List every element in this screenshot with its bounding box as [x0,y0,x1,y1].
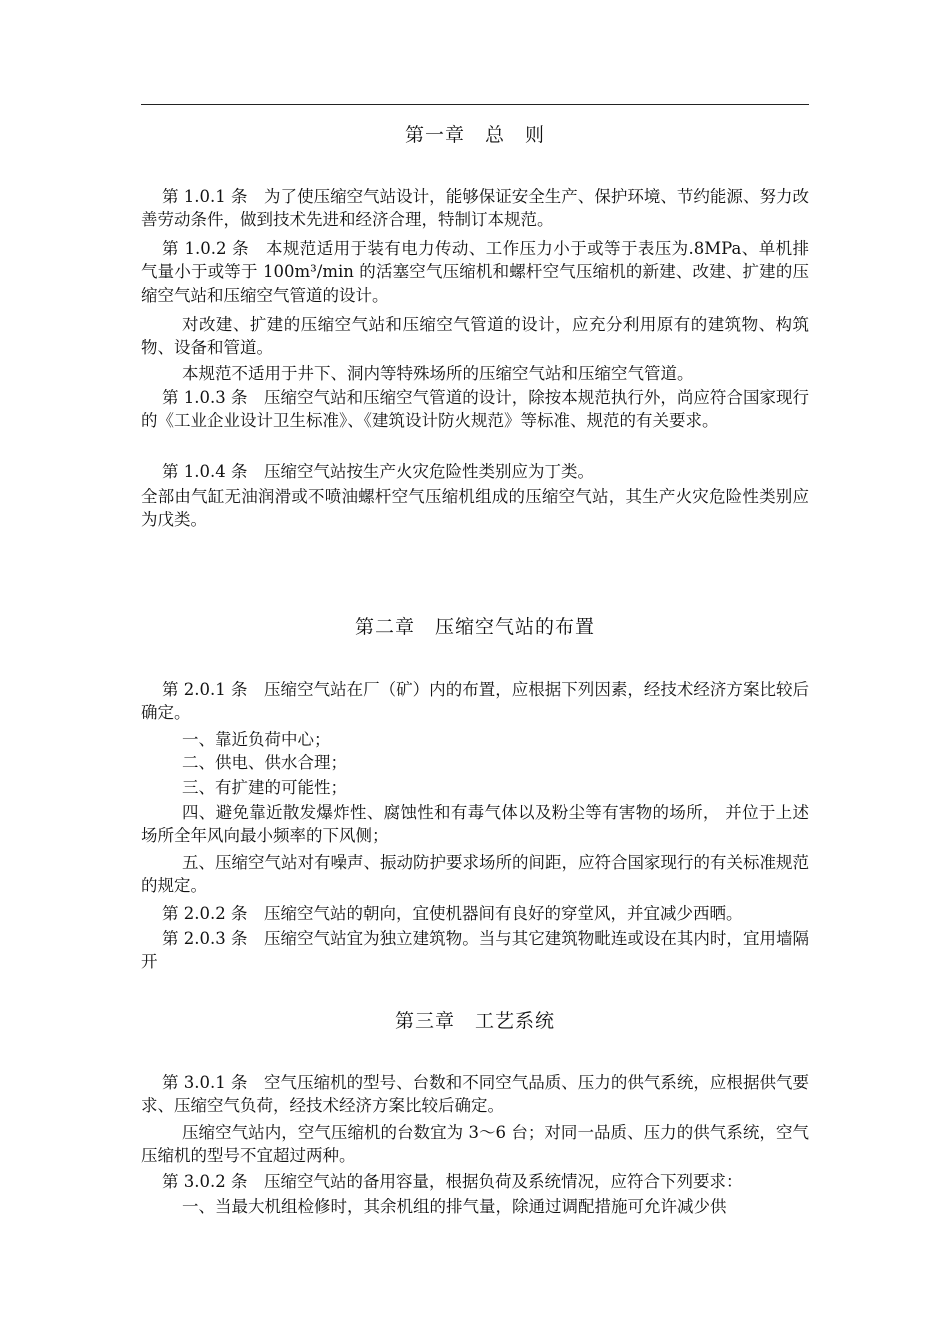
article-label: 第 1.0.3 条 [162,388,248,407]
article-text: 为了使压缩空气站设计，能够保证安全生产、保护环境、节约能源、努力改善劳动条件，做到技术先进和经济合理，特制订本规范。 [141,187,809,230]
article-2-0-1 [141,678,809,725]
article-label: 第 2.0.1 条 [162,680,248,699]
article-1-0-4 [141,460,809,483]
paragraph-1-0-4-a: 全部由气缸无油润滑或不喷油螺杆空气压缩机组成的压缩空气站，其生产火灾危险性类别应为戊类。 [141,487,809,530]
paragraph-3-0-2-a: 一、当最大机组检修时，其余机组的排气量，除通过调配措施可允许减少供 [182,1197,727,1216]
paragraph-1-0-2-a: 对改建、扩建的压缩空气站和压缩空气管道的设计，应充分利用原有的建筑物、构筑物、设备和管道。 [141,315,809,358]
list-item-2: 二、供电、供水合理； [182,753,347,772]
chapter-3-title: 第三章 工艺系统 [394,1010,555,1032]
paragraph-1-0-2-b: 本规范不适用于井下、洞内等特殊场所的压缩空气站和压缩空气管道。 [182,364,694,383]
article-text: 本规范适用于装有电力传动、工作压力小于或等于表压为.8MPa、单机排气量小于或等于 100m³/min 的活塞空气压缩机和螺杆空气压缩机的新建、改建、扩建的压缩空气站和压缩空气管道的设计。 [141,239,809,305]
article-text: 压缩空气站在厂（矿）内的布置，应根据下列因素，经技术经济方案比较后确定。 [141,680,809,723]
article-text: 压缩空气站按生产火灾危险性类别应为丁类。 [247,462,594,481]
chapter-2-title: 第二章 压缩空气站的布置 [354,616,595,638]
paragraph-3-0-1-a: 压缩空气站内，空气压缩机的台数宜为 3～6 台；对同一品质、压力的供气系统，空气压缩机的型号不宜超过两种。 [141,1123,809,1166]
article-2-0-2 [141,902,809,925]
article-text: 压缩空气站和压缩空气管道的设计，除按本规范执行外，尚应符合国家现行的《工业企业设计卫生标准》、《建筑设计防火规范》等标准、规范的有关要求。 [141,388,809,431]
article-text: 压缩空气站的备用容量，根据负荷及系统情况，应符合下列要求： [247,1172,743,1191]
list-item-3: 三、有扩建的可能性； [182,778,347,797]
chapter-1-title: 第一章 总 则 [404,124,545,146]
article-label: 第 1.0.4 条 [162,462,248,481]
article-label: 第 3.0.2 条 [162,1172,248,1191]
article-text: 压缩空气站宜为独立建筑物。当与其它建筑物毗连或设在其内时，宜用墙隔开 [141,929,809,972]
article-label: 第 1.0.1 条 [162,187,248,206]
article-1-0-1 [141,185,809,232]
article-2-0-3 [141,927,809,974]
article-label: 第 1.0.2 条 [162,239,250,258]
article-label: 第 2.0.2 条 [162,904,248,923]
article-label: 第 3.0.1 条 [162,1073,248,1092]
article-label: 第 2.0.3 条 [162,929,248,948]
article-text: 空气压缩机的型号、台数和不同空气品质、压力的供气系统，应根据供气要求、压缩空气负荷，经技术经济方案比较后确定。 [141,1073,809,1116]
header-rule [141,104,809,105]
list-item-4: 四、避免靠近散发爆炸性、腐蚀性和有毒气体以及粉尘等有害物的场所， 并位于上述场所全年风向最小频率的下风侧； [141,803,809,846]
article-text: 压缩空气站的朝向，宜使机器间有良好的穿堂风，并宜减少西晒。 [247,904,743,923]
list-item-1: 一、靠近负荷中心； [182,730,331,749]
article-1-0-2 [141,237,809,307]
article-3-0-2 [141,1170,809,1193]
list-item-5: 五、压缩空气站对有噪声、振动防护要求场所的间距，应符合国家现行的有关标准规范的规定。 [141,853,809,896]
article-1-0-3 [141,386,809,433]
article-3-0-1 [141,1071,809,1118]
